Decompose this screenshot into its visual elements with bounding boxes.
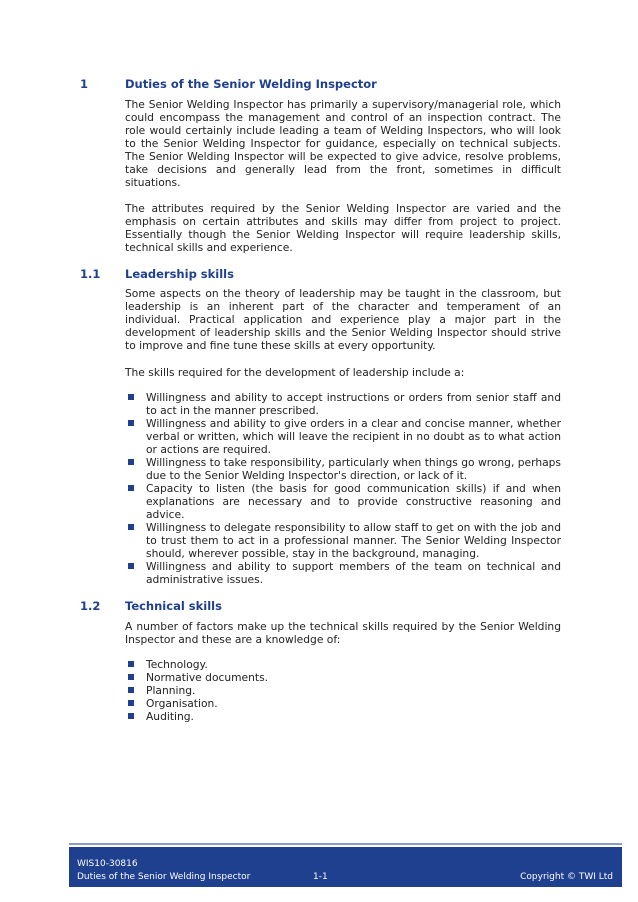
list-item: Capacity to listen (the basis for good communication skills) if and when explanations are necessary and to provide constructive reasoning and advice. (125, 482, 561, 521)
bullet-square-icon (128, 394, 134, 400)
list-item: Willingness and ability to give orders in a clear and concise manner, whether verbal or written, which will leave the recipient in no doubt as to what action or actions are required. (125, 417, 561, 456)
list-item: Normative documents. (125, 671, 561, 684)
footer-doc-title: Duties of the Senior Welding Inspector (77, 872, 251, 882)
list-item: Willingness and ability to support members of the team on technical and administrative issues. (125, 560, 561, 586)
bullet-square-icon (128, 674, 134, 680)
list-item: Willingness to take responsibility, particularly when things go wrong, perhaps due to the Senior Welding Inspector's direction, or lack of it. (125, 456, 561, 482)
paragraph: Some aspects on the theory of leadership may be taught in the classroom, but leadership is an inherent part of the character and temperament of an individual. Practical application and experience play a major part in the development of leadership skills and the Senior Welding Inspector should strive to improve and fine tune these skills at every opportunity. (125, 287, 561, 352)
section-title: Leadership skills (125, 267, 234, 281)
section-number: 1.1 (80, 267, 101, 281)
list-item: Organisation. (125, 697, 561, 710)
section-number: 1 (80, 77, 89, 91)
section-number: 1.2 (80, 599, 101, 613)
bullet-square-icon (128, 524, 134, 530)
bullet-square-icon (128, 420, 134, 426)
page-footer (69, 847, 622, 887)
bullet-square-icon (128, 713, 134, 719)
section-title: Duties of the Senior Welding Inspector (125, 77, 377, 91)
paragraph: The attributes required by the Senior Welding Inspector are varied and the emphasis on certain attributes and skills may differ from project to project. Essentially though the Senior Welding Inspector will require leadership skills, technical skills and experience. (125, 202, 561, 254)
bullet-square-icon (128, 687, 134, 693)
footer-page-number: 1-1 (313, 872, 328, 882)
footer-doc-code: WIS10-30816 (77, 859, 138, 869)
list-item: Auditing. (125, 710, 561, 723)
footer-divider (69, 843, 622, 845)
bullet-list (125, 658, 561, 723)
paragraph: The skills required for the development of leadership include a: (125, 366, 465, 379)
bullet-square-icon (128, 700, 134, 706)
bullet-square-icon (128, 661, 134, 667)
paragraph: The Senior Welding Inspector has primarily a supervisory/managerial role, which could encompass the management and control of an inspection contract. The role would certainly include leading a team of Welding Inspectors, who will look to the Senior Welding Inspector for guidance, especially on technical subjects. The Senior Welding Inspector will be expected to give advice, resolve problems, take decisions and generally lead from the front, sometimes in difficult situations. (125, 98, 561, 189)
bullet-square-icon (128, 563, 134, 569)
bullet-square-icon (128, 459, 134, 465)
bullet-square-icon (128, 485, 134, 491)
paragraph: A number of factors make up the technical skills required by the Senior Welding Inspector and these are a knowledge of: (125, 620, 561, 646)
bullet-list (125, 391, 561, 586)
section-title: Technical skills (125, 599, 222, 613)
footer-copyright: Copyright © TWI Ltd (520, 872, 613, 882)
list-item: Willingness to delegate responsibility to allow staff to get on with the job and to trust them to act in a professional manner. The Senior Welding Inspector should, wherever possible, stay in the background, managing. (125, 521, 561, 560)
list-item: Willingness and ability to accept instructions or orders from senior staff and to act in the manner prescribed. (125, 391, 561, 417)
list-item: Technology. (125, 658, 561, 671)
list-item: Planning. (125, 684, 561, 697)
